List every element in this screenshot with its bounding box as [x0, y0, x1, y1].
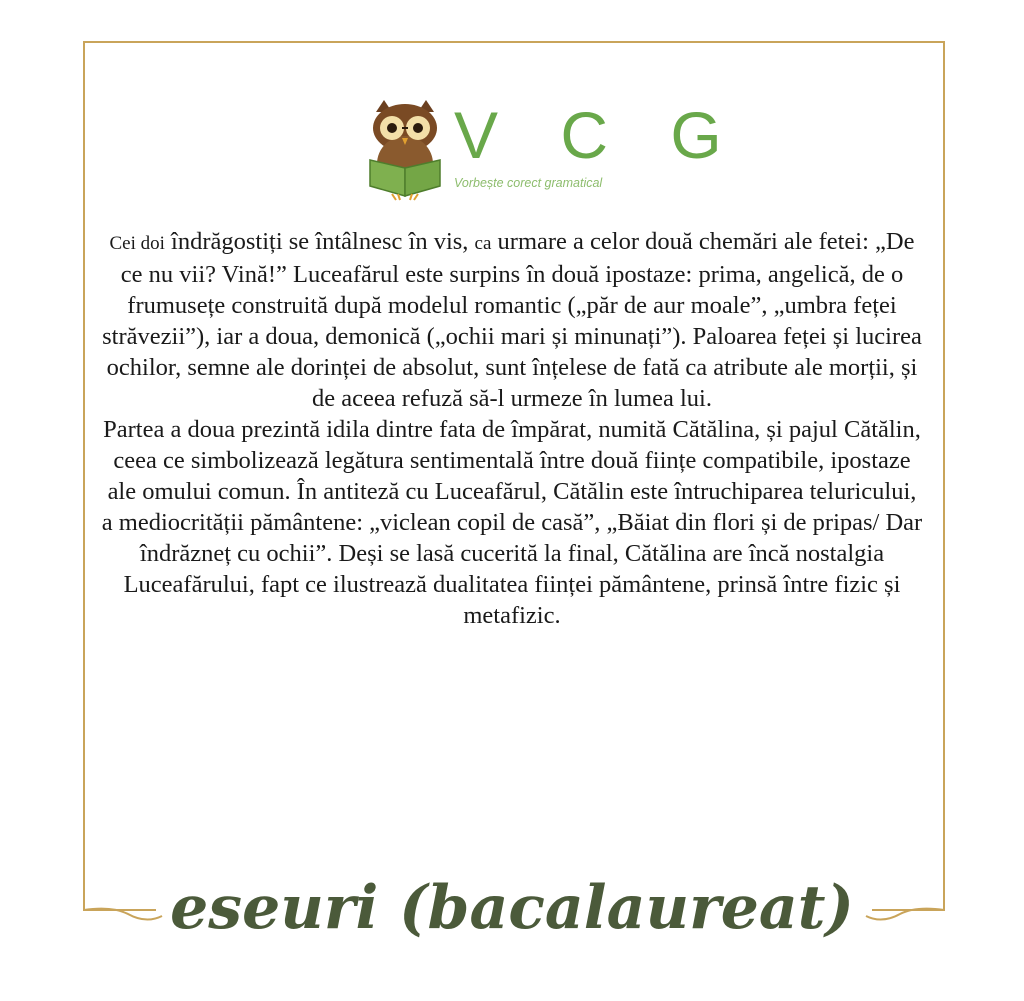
paragraph-1 — [100, 226, 924, 414]
paragraph-1-text-a: îndrăgostiți se întâlnesc în vis, — [164, 228, 475, 255]
essay-text — [100, 226, 924, 631]
paragraph-1-small-mid: ca — [474, 233, 492, 254]
vcg-logo — [362, 98, 744, 202]
paragraph-2: Partea a doua prezintă idila dintre fata de împărat, numită Cătălina, și pajul Cătălin, ceea ce simbolizează legătura sentimentală între două ființe compatibile, ipostaze ale omului comun. În antiteză cu Luceafărul, Cătălin este întruchiparea teluricului, a mediocrității pământene: „viclean copil de casă”, „Băiat din flori și de pripas/ Dar îndrăzneț cu ochii”. Deși se lasă cucerită la final, Cătălina are încă nostalgia Luceafărului, fapt ce ilustrează dualitatea ființei pământene, prinsă între fizic și metafizic. — [101, 416, 923, 629]
owl-reading-book-icon — [362, 98, 448, 202]
paragraph-1-small-start: Cei doi — [109, 233, 165, 254]
footer-title: eseuri (bacalaureat) — [170, 873, 854, 943]
logo-tagline: Vorbește corect gramatical — [454, 176, 603, 190]
paragraph-1-text-b: urmare a celor două chemări ale fetei: „De ce nu vii? Vină!” Luceafărul este surpins în două ipostaze: prima, angelică, de o frumusețe construită după modelul romantic („păr de aur moale”, „umbra feței străvezii”), iar a doua, demonică („ochii mari și minunați”). Paloarea feței și lucirea ochilor, semne ale dorinței de absolut, sunt înțelese de fată ca atribute ale morții, și de aceea refuză să-l urmeze în lumea lui. — [102, 228, 922, 412]
logo-letters: V C G — [454, 98, 744, 172]
